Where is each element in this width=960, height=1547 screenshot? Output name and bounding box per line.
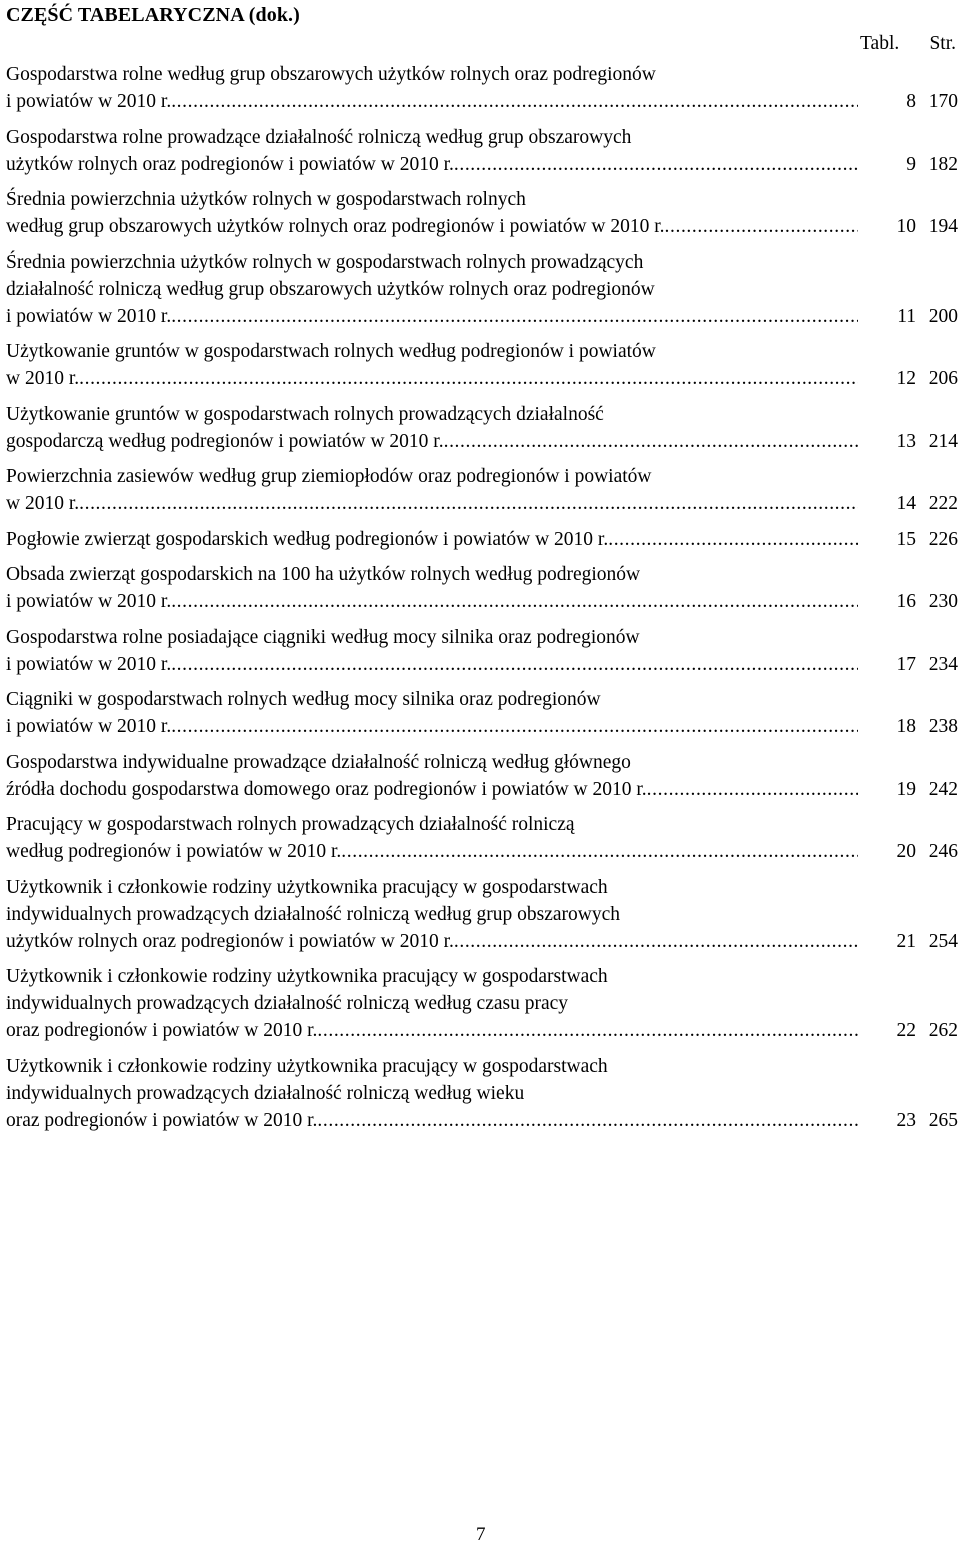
table-number: 11	[897, 305, 916, 327]
toc-entry-line	[6, 365, 858, 392]
dot-leader	[317, 1107, 858, 1134]
toc-entry-line	[6, 928, 858, 955]
dot-leader	[665, 213, 858, 240]
toc-entry-text: indywidualnych prowadzących działalność rolniczą według wieku	[6, 1082, 525, 1104]
toc-entry-line	[6, 624, 858, 651]
toc-entry-line	[6, 1107, 858, 1134]
toc-entry-line	[6, 526, 858, 553]
page-ref: 206	[928, 368, 958, 389]
toc-entry-line	[6, 303, 858, 330]
table-number: 23	[896, 1109, 916, 1131]
toc-entry[interactable]	[6, 463, 960, 517]
toc-entry-line	[6, 276, 858, 303]
dot-leader	[608, 526, 858, 553]
toc-entry-line	[6, 213, 858, 240]
table-number: 13	[896, 430, 916, 452]
table-number: 9	[906, 153, 916, 175]
dot-leader	[317, 1017, 858, 1044]
toc-entry-text: Użytkownik i członkowie rodziny użytkownika pracujący w gospodarstwach	[6, 876, 608, 898]
toc-entry[interactable]	[6, 811, 960, 865]
toc-entry[interactable]	[6, 401, 960, 455]
toc-entry-text: Użytkownik i członkowie rodziny użytkownika pracujący w gospodarstwach	[6, 966, 608, 987]
page-ref: 200	[928, 305, 958, 327]
toc-entry-text: Średnia powierzchnia użytków rolnych w gospodarstwach rolnych prowadzących	[6, 251, 644, 273]
toc-entry-line	[6, 61, 858, 88]
toc-entry-text: oraz podregionów i powiatów w 2010 r.	[6, 1109, 318, 1131]
page-ref: 226	[928, 528, 958, 550]
toc-entry[interactable]	[6, 963, 960, 1044]
page-ref: 222	[928, 493, 958, 514]
toc-entry-text: Ciągniki w gospodarstwach rolnych według mocy silnika oraz podregionów	[6, 689, 601, 710]
dot-leader	[171, 303, 858, 330]
toc-entry-line	[6, 490, 858, 517]
toc-entry-text: w 2010 r.	[6, 368, 80, 389]
toc-entry-line	[6, 901, 858, 928]
toc-entry-line	[6, 151, 858, 178]
toc-entry-text: gospodarczą według podregionów i powiatów w 2010 r.	[6, 430, 444, 452]
toc-entry-text: i powiatów w 2010 r.	[6, 91, 172, 112]
toc-entry-text: i powiatów w 2010 r.	[6, 305, 172, 327]
toc-entry-line	[6, 561, 858, 588]
dot-leader	[171, 651, 858, 678]
page-ref: 262	[928, 1020, 958, 1041]
toc-entry-text: użytków rolnych oraz podregionów i powiatów w 2010 r.	[6, 930, 454, 952]
toc-entry-line	[6, 1053, 858, 1080]
toc-entry-text: Średnia powierzchnia użytków rolnych w gospodarstwach rolnych	[6, 189, 526, 210]
toc-entry[interactable]	[6, 749, 960, 803]
page-ref: 230	[928, 591, 958, 612]
toc-entry-line	[6, 776, 858, 803]
toc-entry-line	[6, 838, 858, 865]
toc-entry-line	[6, 1017, 858, 1044]
toc-entry-line	[6, 428, 858, 455]
toc-entry-text: Gospodarstwa rolne według grup obszarowych użytków rolnych oraz podregionów	[6, 64, 656, 85]
toc-entry-text: działalność rolniczą według grup obszarowych użytków rolnych oraz podregionów	[6, 278, 655, 300]
toc-entry-text: Użytkownik i członkowie rodziny użytkownika pracujący w gospodarstwach	[6, 1055, 608, 1077]
toc-entry[interactable]	[6, 686, 960, 740]
toc-entry-text: Powierzchnia zasiewów według grup ziemiopłodów oraz podregionów i powiatów	[6, 466, 652, 487]
toc-entry-line	[6, 651, 858, 678]
dot-leader	[171, 713, 858, 740]
page-ref: 265	[928, 1109, 958, 1131]
toc-entry-text: Obsada zwierząt gospodarskich na 100 ha użytków rolnych według podregionów	[6, 564, 641, 585]
dot-leader	[647, 776, 858, 803]
toc-entry-line	[6, 249, 858, 276]
toc-entry-line	[6, 686, 858, 713]
toc-entry-text: Użytkowanie gruntów w gospodarstwach rolnych według podregionów i powiatów	[6, 341, 656, 362]
section-heading: CZĘŚĆ TABELARYCZNA (dok.)	[6, 4, 300, 26]
column-headers	[860, 33, 956, 55]
toc-entry-line	[6, 990, 858, 1017]
table-number: 16	[896, 591, 916, 612]
toc-entry-text: Pogłowie zwierząt gospodarskich według podregionów i powiatów w 2010 r.	[6, 528, 609, 550]
toc-entry-text: w 2010 r.	[6, 493, 80, 514]
table-number: 22	[896, 1020, 916, 1041]
toc-entry-line	[6, 749, 858, 776]
dot-leader	[444, 428, 858, 455]
dot-leader	[341, 838, 858, 865]
toc-entry-line	[6, 874, 858, 901]
table-number: 20	[896, 841, 916, 862]
toc-entry-text: Pracujący w gospodarstwach rolnych prowadzących działalność rolniczą	[6, 814, 575, 835]
page-ref: 238	[928, 716, 958, 737]
toc-entry-line	[6, 124, 858, 151]
toc-entry-line	[6, 811, 858, 838]
page-ref: 246	[928, 841, 958, 862]
toc-entry-line	[6, 338, 858, 365]
table-number: 8	[906, 91, 916, 112]
toc-entry-text: i powiatów w 2010 r.	[6, 653, 172, 675]
toc-entry-line	[6, 1080, 858, 1107]
toc-entry-text: Gospodarstwa indywidualne prowadzące działalność rolniczą według głównego	[6, 751, 631, 773]
toc-entry-text: użytków rolnych oraz podregionów i powiatów w 2010 r.	[6, 153, 454, 175]
toc-entry-line	[6, 963, 858, 990]
page-ref: 234	[928, 653, 958, 675]
table-number: 14	[896, 493, 916, 514]
dot-leader	[454, 151, 858, 178]
toc-entry-line	[6, 88, 858, 115]
page-ref: 214	[928, 430, 958, 452]
toc-entry-text: źródła dochodu gospodarstwa domowego oraz podregionów i powiatów w 2010 r.	[6, 778, 647, 800]
dot-leader	[171, 588, 858, 615]
toc-entry-text: według grup obszarowych użytków rolnych oraz podregionów i powiatów w 2010 r.	[6, 216, 665, 237]
table-number: 17	[896, 653, 916, 675]
toc-entry[interactable]	[6, 124, 960, 178]
toc-entry[interactable]	[6, 624, 960, 678]
toc-entry[interactable]	[6, 338, 960, 392]
toc-entry[interactable]	[6, 249, 960, 330]
table-number: 18	[896, 716, 916, 737]
page-ref: 182	[928, 153, 958, 175]
toc-entry[interactable]	[6, 186, 960, 240]
dot-leader	[79, 490, 858, 517]
table-number: 10	[896, 216, 916, 237]
dot-leader	[79, 365, 858, 392]
toc-entry-text: i powiatów w 2010 r.	[6, 716, 172, 737]
page-ref: 242	[928, 778, 958, 800]
column-header-str: Str.	[929, 33, 956, 54]
page-ref: 254	[928, 930, 958, 952]
table-of-contents	[6, 61, 960, 1142]
dot-leader	[171, 88, 858, 115]
toc-entry[interactable]	[6, 1053, 960, 1134]
toc-entry-line	[6, 401, 858, 428]
dot-leader	[454, 928, 858, 955]
toc-entry-text: według podregionów i powiatów w 2010 r.	[6, 841, 342, 862]
page-ref: 170	[928, 91, 958, 112]
toc-entry-text: indywidualnych prowadzących działalność rolniczą według grup obszarowych	[6, 903, 621, 925]
toc-entry[interactable]	[6, 874, 960, 955]
toc-entry[interactable]	[6, 526, 960, 553]
toc-entry-text: oraz podregionów i powiatów w 2010 r.	[6, 1020, 318, 1041]
toc-entry-text: Gospodarstwa rolne prowadzące działalność rolniczą według grup obszarowych	[6, 126, 632, 148]
toc-entry-text: Gospodarstwa rolne posiadające ciągniki według mocy silnika oraz podregionów	[6, 626, 640, 648]
toc-entry-line	[6, 713, 858, 740]
toc-entry[interactable]	[6, 561, 960, 615]
page-number: 7	[476, 1524, 486, 1545]
toc-entry-line	[6, 463, 858, 490]
toc-entry-line	[6, 186, 858, 213]
toc-entry-text: Użytkowanie gruntów w gospodarstwach rolnych prowadzących działalność	[6, 403, 604, 425]
toc-entry-text: indywidualnych prowadzących działalność rolniczą według czasu pracy	[6, 993, 569, 1014]
page-ref: 194	[928, 216, 958, 237]
table-number: 12	[896, 368, 916, 389]
table-number: 19	[896, 778, 916, 800]
table-number: 15	[896, 528, 916, 550]
toc-entry-text: i powiatów w 2010 r.	[6, 591, 172, 612]
toc-entry[interactable]	[6, 61, 960, 115]
column-header-tabl: Tabl.	[860, 33, 900, 54]
toc-entry-line	[6, 588, 858, 615]
table-number: 21	[896, 930, 916, 952]
